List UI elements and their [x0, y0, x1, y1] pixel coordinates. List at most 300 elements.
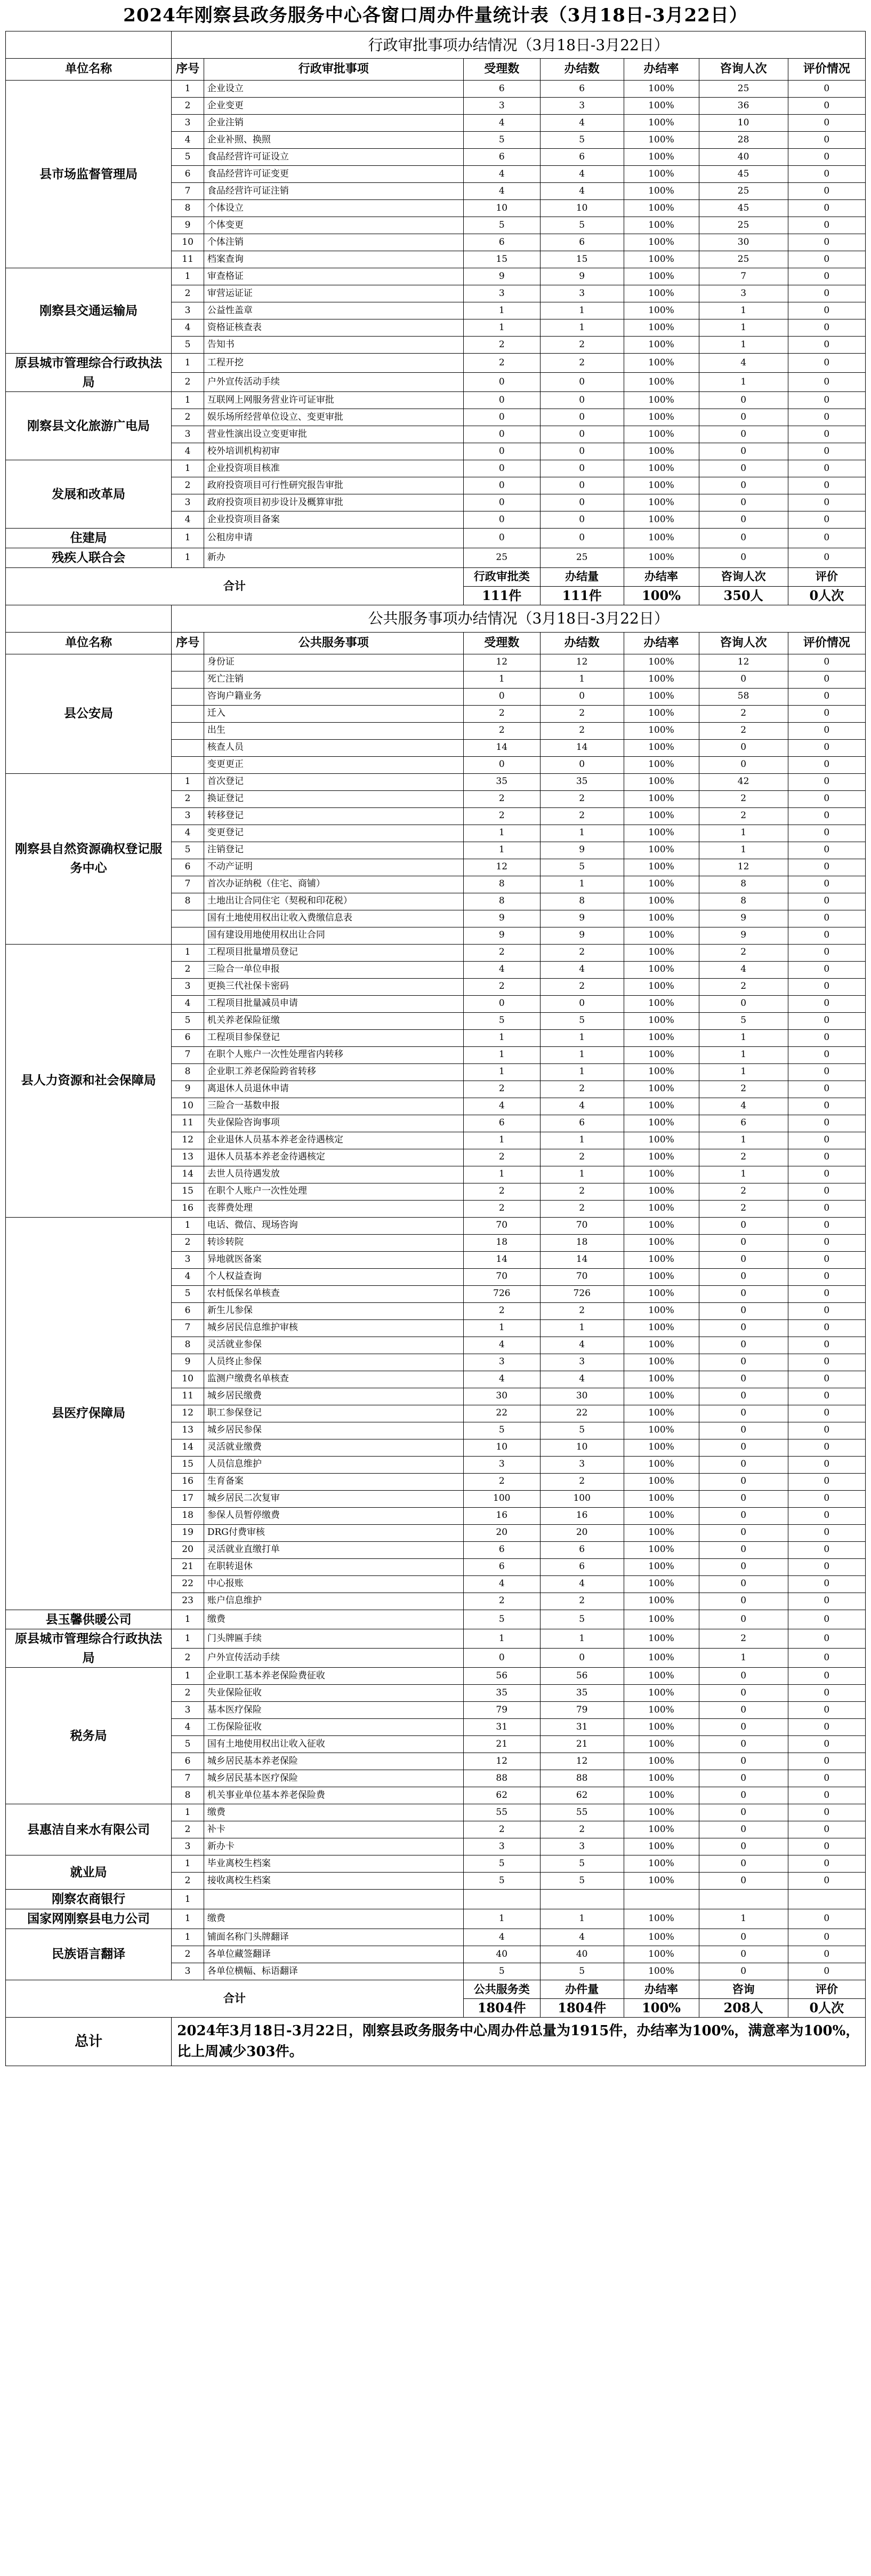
- completed-count: 4: [540, 1929, 624, 1946]
- item-name: 监测户缴费名单核查: [204, 1371, 463, 1388]
- column-header: 办结数: [540, 632, 624, 654]
- evaluation-count: 0: [788, 1668, 865, 1685]
- item-name: 换证登记: [204, 790, 463, 807]
- evaluation-count: 0: [788, 1753, 865, 1770]
- accepted-count: 0: [463, 995, 540, 1012]
- consult-count: 1: [699, 1132, 788, 1149]
- row-index: 2: [172, 1685, 204, 1702]
- item-name: 土地出让合同住宅（契税和印花税）: [204, 893, 463, 910]
- evaluation-count: 0: [788, 1507, 865, 1524]
- item-name: 缴费: [204, 1610, 463, 1629]
- blank-cell: [6, 605, 172, 632]
- completion-rate: 100%: [624, 1405, 699, 1422]
- evaluation-count: 0: [788, 1821, 865, 1838]
- completed-count: 3: [540, 1838, 624, 1855]
- item-name: 转移登记: [204, 807, 463, 825]
- accepted-count: 56: [463, 1668, 540, 1685]
- evaluation-count: 0: [788, 688, 865, 705]
- accepted-count: 2: [463, 807, 540, 825]
- completed-count: 9: [540, 842, 624, 859]
- accepted-count: 2: [463, 1149, 540, 1166]
- evaluation-count: 0: [788, 1649, 865, 1668]
- row-index: 1: [172, 529, 204, 548]
- accepted-count: 9: [463, 927, 540, 944]
- column-header: 公共服务事项: [204, 632, 463, 654]
- accepted-count: 40: [463, 1946, 540, 1963]
- row-index: 3: [172, 1838, 204, 1855]
- completion-rate: 100%: [624, 1838, 699, 1855]
- evaluation-count: 0: [788, 722, 865, 739]
- item-name: 缴费: [204, 1909, 463, 1929]
- completion-rate: 100%: [624, 1787, 699, 1804]
- item-name: 参保人员暂停缴费: [204, 1507, 463, 1524]
- row-index: 6: [172, 1753, 204, 1770]
- item-name: 机关养老保险征缴: [204, 1012, 463, 1029]
- row-index: [172, 910, 204, 927]
- evaluation-count: 0: [788, 98, 865, 115]
- evaluation-count: 0: [788, 1354, 865, 1371]
- completed-count: 1: [540, 876, 624, 893]
- item-name: 铺面名称门头牌翻译: [204, 1929, 463, 1946]
- total-header: 评价: [788, 1980, 865, 1998]
- consult-count: 12: [699, 654, 788, 671]
- accepted-count: 4: [463, 1575, 540, 1593]
- completion-rate: 100%: [624, 671, 699, 688]
- unit-name: 县市场监督管理局: [6, 81, 172, 268]
- accepted-count: 18: [463, 1234, 540, 1251]
- table-row: [6, 1610, 866, 1629]
- item-name: 政府投资项目可行性研究报告审批: [204, 477, 463, 494]
- row-index: 14: [172, 1166, 204, 1183]
- completion-rate: 100%: [624, 859, 699, 876]
- accepted-count: 2: [463, 1821, 540, 1838]
- completed-count: 2: [540, 944, 624, 961]
- completion-rate: 100%: [624, 1388, 699, 1405]
- completion-rate: 100%: [624, 354, 699, 373]
- consult-count: 1: [699, 302, 788, 319]
- completed-count: 12: [540, 654, 624, 671]
- completion-rate: 100%: [624, 1558, 699, 1575]
- consult-count: 28: [699, 132, 788, 149]
- evaluation-count: 0: [788, 1319, 865, 1337]
- completion-rate: 100%: [624, 756, 699, 773]
- accepted-count: 5: [463, 1855, 540, 1873]
- completion-rate: 100%: [624, 1337, 699, 1354]
- accepted-count: 12: [463, 1753, 540, 1770]
- row-index: [172, 654, 204, 671]
- item-name: 退休人员基本养老金待遇核定: [204, 1149, 463, 1166]
- total-value: 208人: [699, 1998, 788, 2017]
- row-index: 2: [172, 477, 204, 494]
- accepted-count: 1: [463, 825, 540, 842]
- row-index: 14: [172, 1439, 204, 1456]
- total-value: 111件: [540, 586, 624, 605]
- row-index: 19: [172, 1524, 204, 1541]
- row-index: 1: [172, 1217, 204, 1234]
- row-index: 1: [172, 1629, 204, 1649]
- row-index: 9: [172, 1081, 204, 1098]
- consult-count: 0: [699, 477, 788, 494]
- column-header: 办结率: [624, 59, 699, 81]
- evaluation-count: 0: [788, 1873, 865, 1890]
- completed-count: 5: [540, 1012, 624, 1029]
- completed-count: 3: [540, 1354, 624, 1371]
- total-header: 咨询人次: [699, 567, 788, 586]
- row-index: 7: [172, 1046, 204, 1063]
- row-index: 1: [172, 944, 204, 961]
- consult-count: 1: [699, 842, 788, 859]
- accepted-count: 2: [463, 1473, 540, 1490]
- completion-rate: 100%: [624, 1929, 699, 1946]
- evaluation-count: 0: [788, 1081, 865, 1098]
- completed-count: 2: [540, 705, 624, 722]
- column-header: 评价情况: [788, 632, 865, 654]
- evaluation-count: 0: [788, 1963, 865, 1980]
- completion-rate: 100%: [624, 1702, 699, 1719]
- item-name: 出生: [204, 722, 463, 739]
- completion-rate: 100%: [624, 1319, 699, 1337]
- row-index: 6: [172, 859, 204, 876]
- row-index: 22: [172, 1575, 204, 1593]
- consult-count: 0: [699, 392, 788, 409]
- row-index: 13: [172, 1149, 204, 1166]
- evaluation-count: 0: [788, 132, 865, 149]
- consult-count: 25: [699, 217, 788, 234]
- completion-rate: 100%: [624, 1719, 699, 1736]
- evaluation-count: 0: [788, 1268, 865, 1285]
- public-total-header-row: [6, 1980, 866, 1998]
- accepted-count: 1: [463, 1319, 540, 1337]
- evaluation-count: 0: [788, 1787, 865, 1804]
- row-index: 5: [172, 1736, 204, 1753]
- completed-count: 30: [540, 1388, 624, 1405]
- accepted-count: 4: [463, 166, 540, 183]
- completed-count: 14: [540, 739, 624, 756]
- table-row: [6, 1890, 866, 1909]
- row-index: 1: [172, 460, 204, 477]
- completion-rate: 100%: [624, 1524, 699, 1541]
- completion-rate: 100%: [624, 234, 699, 251]
- evaluation-count: 0: [788, 302, 865, 319]
- column-header: 单位名称: [6, 59, 172, 81]
- total-header: 办结量: [540, 567, 624, 586]
- consult-count: 0: [699, 1285, 788, 1302]
- column-header: 咨询人次: [699, 632, 788, 654]
- row-index: 7: [172, 1770, 204, 1787]
- completion-rate: 100%: [624, 825, 699, 842]
- completion-rate: 100%: [624, 842, 699, 859]
- accepted-count: 0: [463, 409, 540, 426]
- row-index: 4: [172, 319, 204, 337]
- row-index: 1: [172, 1610, 204, 1629]
- accepted-count: 6: [463, 1541, 540, 1558]
- item-name: 营业性演出设立变更审批: [204, 426, 463, 443]
- item-name: 失业保险咨询事项: [204, 1115, 463, 1132]
- completed-count: 0: [540, 756, 624, 773]
- consult-count: 2: [699, 944, 788, 961]
- evaluation-count: 0: [788, 115, 865, 132]
- unit-name: 县玉馨供暖公司: [6, 1610, 172, 1629]
- evaluation-count: 0: [788, 773, 865, 790]
- completed-count: 21: [540, 1736, 624, 1753]
- blank-cell: [6, 31, 172, 59]
- consult-count: 4: [699, 1098, 788, 1115]
- evaluation-count: 0: [788, 1524, 865, 1541]
- row-index: [172, 756, 204, 773]
- completed-count: 5: [540, 217, 624, 234]
- table-row: [6, 548, 866, 567]
- completion-rate: 100%: [624, 961, 699, 978]
- evaluation-count: 0: [788, 705, 865, 722]
- accepted-count: 21: [463, 1736, 540, 1753]
- row-index: 1: [172, 1804, 204, 1821]
- completion-rate: 100%: [624, 1098, 699, 1115]
- column-header: 序号: [172, 59, 204, 81]
- item-name: 死亡注销: [204, 671, 463, 688]
- completion-rate: 100%: [624, 392, 699, 409]
- consult-count: 0: [699, 1234, 788, 1251]
- item-name: 户外宣传活动手续: [204, 1649, 463, 1668]
- completed-count: 0: [540, 511, 624, 529]
- accepted-count: 5: [463, 1012, 540, 1029]
- total-label: 合计: [6, 567, 464, 605]
- evaluation-count: 0: [788, 443, 865, 460]
- completion-rate: 100%: [624, 1439, 699, 1456]
- consult-count: 0: [699, 1319, 788, 1337]
- completed-count: 2: [540, 1149, 624, 1166]
- completed-count: 6: [540, 149, 624, 166]
- completion-rate: 100%: [624, 200, 699, 217]
- accepted-count: 1: [463, 1132, 540, 1149]
- row-index: 4: [172, 443, 204, 460]
- consult-count: 0: [699, 1821, 788, 1838]
- completion-rate: 100%: [624, 1268, 699, 1285]
- item-name: 异地就医备案: [204, 1251, 463, 1268]
- evaluation-count: 0: [788, 995, 865, 1012]
- completion-rate: 100%: [624, 1046, 699, 1063]
- accepted-count: 1: [463, 1909, 540, 1929]
- completion-rate: 100%: [624, 1132, 699, 1149]
- completed-count: 2: [540, 978, 624, 995]
- accepted-count: 6: [463, 1115, 540, 1132]
- completed-count: 1: [540, 1319, 624, 1337]
- evaluation-count: 0: [788, 1575, 865, 1593]
- page-title: 2024年刚察县政务服务中心各窗口周办件量统计表（3月18日-3月22日）: [6, 0, 866, 31]
- completed-count: 5: [540, 1963, 624, 1980]
- row-index: 20: [172, 1541, 204, 1558]
- unit-name: 刚察县自然资源确权登记服务中心: [6, 773, 172, 944]
- item-name: 新生儿参保: [204, 1302, 463, 1319]
- evaluation-count: 0: [788, 944, 865, 961]
- completed-count: 1: [540, 1063, 624, 1081]
- row-index: 10: [172, 1098, 204, 1115]
- completion-rate: 100%: [624, 302, 699, 319]
- completed-count: 4: [540, 166, 624, 183]
- consult-count: 0: [699, 1855, 788, 1873]
- total-header: 咨询: [699, 1980, 788, 1998]
- evaluation-count: 0: [788, 1629, 865, 1649]
- completed-count: 4: [540, 1337, 624, 1354]
- item-name: 中心报账: [204, 1575, 463, 1593]
- completed-count: 100: [540, 1490, 624, 1507]
- item-name: 在职个人账户一次性处理省内转移: [204, 1046, 463, 1063]
- consult-count: 0: [699, 511, 788, 529]
- accepted-count: 3: [463, 1354, 540, 1371]
- completed-count: 55: [540, 1804, 624, 1821]
- item-name: 城乡居民参保: [204, 1422, 463, 1439]
- evaluation-count: 0: [788, 1685, 865, 1702]
- unit-name: 刚察农商银行: [6, 1890, 172, 1909]
- row-index: 2: [172, 1946, 204, 1963]
- item-name: 工程项目批量减员申请: [204, 995, 463, 1012]
- completed-count: 2: [540, 1302, 624, 1319]
- accepted-count: 15: [463, 251, 540, 268]
- completed-count: 0: [540, 409, 624, 426]
- completion-rate: 100%: [624, 1490, 699, 1507]
- consult-count: 0: [699, 1685, 788, 1702]
- total-value: 0人次: [788, 1998, 865, 2017]
- completion-rate: 100%: [624, 1804, 699, 1821]
- completed-count: 4: [540, 1098, 624, 1115]
- completion-rate: 100%: [624, 149, 699, 166]
- completion-rate: 100%: [624, 807, 699, 825]
- completion-rate: 100%: [624, 739, 699, 756]
- column-header: 评价情况: [788, 59, 865, 81]
- item-name: 企业设立: [204, 81, 463, 98]
- item-name: 城乡居民基本养老保险: [204, 1753, 463, 1770]
- consult-count: 3: [699, 285, 788, 302]
- statistics-sheet: [5, 0, 866, 2066]
- consult-count: 0: [699, 1787, 788, 1804]
- completed-count: 35: [540, 1685, 624, 1702]
- completion-rate: 100%: [624, 1285, 699, 1302]
- item-name: 审营运证证: [204, 285, 463, 302]
- consult-count: 2: [699, 722, 788, 739]
- accepted-count: 2: [463, 1200, 540, 1217]
- completion-rate: 100%: [624, 688, 699, 705]
- completed-count: 2: [540, 1183, 624, 1200]
- accepted-count: 0: [463, 426, 540, 443]
- consult-count: 0: [699, 443, 788, 460]
- row-index: 8: [172, 1063, 204, 1081]
- evaluation-count: 0: [788, 460, 865, 477]
- row-index: [172, 927, 204, 944]
- accepted-count: 62: [463, 1787, 540, 1804]
- row-index: 4: [172, 511, 204, 529]
- completion-rate: 100%: [624, 1629, 699, 1649]
- evaluation-count: 0: [788, 1909, 865, 1929]
- completion-rate: 100%: [624, 654, 699, 671]
- accepted-count: 2: [463, 1183, 540, 1200]
- evaluation-count: 0: [788, 1473, 865, 1490]
- total-header: 行政审批类: [463, 567, 540, 586]
- evaluation-count: 0: [788, 1200, 865, 1217]
- evaluation-count: 0: [788, 1371, 865, 1388]
- evaluation-count: 0: [788, 1234, 865, 1251]
- row-index: 1: [172, 773, 204, 790]
- completion-rate: [624, 1890, 699, 1909]
- evaluation-count: 0: [788, 790, 865, 807]
- accepted-count: 4: [463, 1337, 540, 1354]
- completion-rate: 100%: [624, 1855, 699, 1873]
- completion-rate: 100%: [624, 790, 699, 807]
- accepted-count: 0: [463, 392, 540, 409]
- accepted-count: 0: [463, 477, 540, 494]
- row-index: 9: [172, 1354, 204, 1371]
- item-name: 企业退休人员基本养老金待遇核定: [204, 1132, 463, 1149]
- consult-count: 0: [699, 1873, 788, 1890]
- item-name: 户外宣传活动手续: [204, 373, 463, 392]
- completion-rate: 100%: [624, 910, 699, 927]
- consult-count: 0: [699, 1524, 788, 1541]
- completion-rate: 100%: [624, 529, 699, 548]
- accepted-count: 2: [463, 978, 540, 995]
- consult-count: 0: [699, 1593, 788, 1610]
- completion-rate: 100%: [624, 1115, 699, 1132]
- total-value: 1804件: [463, 1998, 540, 2017]
- completed-count: 5: [540, 1422, 624, 1439]
- accepted-count: 1: [463, 319, 540, 337]
- item-name: 缴费: [204, 1804, 463, 1821]
- row-index: 10: [172, 1371, 204, 1388]
- row-index: 6: [172, 166, 204, 183]
- consult-count: 1: [699, 1046, 788, 1063]
- evaluation-count: 0: [788, 548, 865, 567]
- evaluation-count: 0: [788, 927, 865, 944]
- completion-rate: 100%: [624, 927, 699, 944]
- accepted-count: [463, 1890, 540, 1909]
- consult-count: 8: [699, 893, 788, 910]
- evaluation-count: 0: [788, 1149, 865, 1166]
- accepted-count: 5: [463, 132, 540, 149]
- item-name: 首次办证纳税（住宅、商铺）: [204, 876, 463, 893]
- item-name: 账户信息维护: [204, 1593, 463, 1610]
- accepted-count: 3: [463, 1456, 540, 1473]
- completed-count: 1: [540, 302, 624, 319]
- accepted-count: 12: [463, 859, 540, 876]
- total-header: 办结率: [624, 1980, 699, 1998]
- summary-row: [6, 2017, 866, 2066]
- consult-count: 0: [699, 494, 788, 511]
- completed-count: 3: [540, 285, 624, 302]
- completion-rate: 100%: [624, 132, 699, 149]
- column-header: 咨询人次: [699, 59, 788, 81]
- consult-count: 0: [699, 1736, 788, 1753]
- consult-count: 0: [699, 460, 788, 477]
- item-name: 接收离校生档案: [204, 1873, 463, 1890]
- evaluation-count: 0: [788, 166, 865, 183]
- item-name: 灵活就业参保: [204, 1337, 463, 1354]
- completed-count: 1: [540, 1029, 624, 1046]
- consult-count: 30: [699, 234, 788, 251]
- completed-count: 0: [540, 1649, 624, 1668]
- item-name: 基本医疗保险: [204, 1702, 463, 1719]
- accepted-count: 2: [463, 705, 540, 722]
- consult-count: 1: [699, 337, 788, 354]
- evaluation-count: 0: [788, 1593, 865, 1610]
- evaluation-count: 0: [788, 477, 865, 494]
- completed-count: 70: [540, 1268, 624, 1285]
- accepted-count: 0: [463, 756, 540, 773]
- completed-count: 726: [540, 1285, 624, 1302]
- unit-name: 原县城市管理综合行政执法局: [6, 354, 172, 392]
- row-index: 3: [172, 1251, 204, 1268]
- total-label: 合计: [6, 1980, 464, 2017]
- accepted-count: 9: [463, 268, 540, 285]
- completion-rate: 100%: [624, 1685, 699, 1702]
- column-header: 受理数: [463, 59, 540, 81]
- row-index: 2: [172, 1873, 204, 1890]
